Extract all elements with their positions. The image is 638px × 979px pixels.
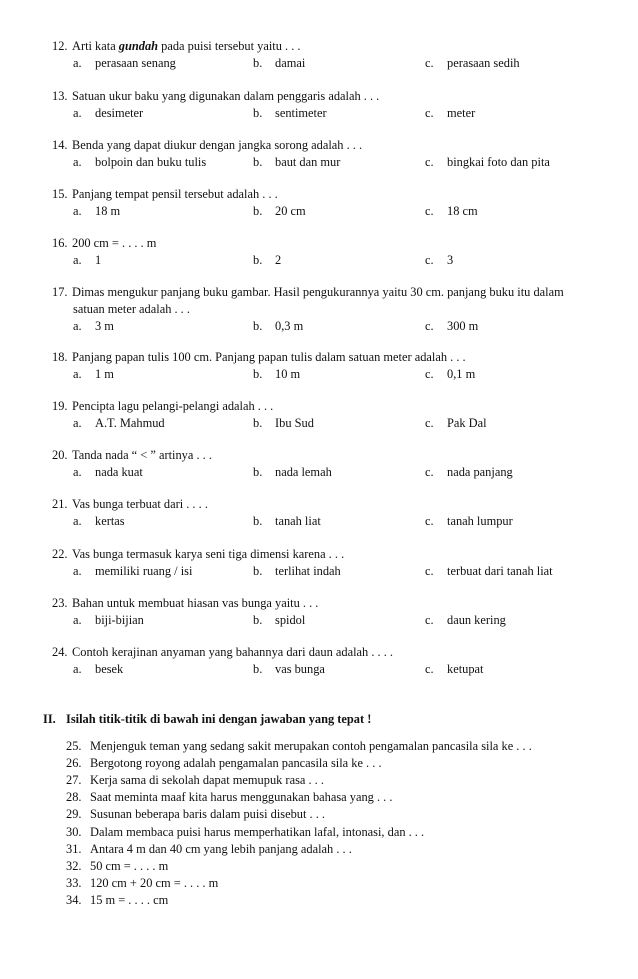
item-text: Saat meminta maaf kita harus menggunakan bahasa yang . . . bbox=[90, 790, 393, 805]
option-b bbox=[253, 203, 306, 220]
option-letter: a. bbox=[73, 613, 82, 627]
item-text: 50 cm = . . . . m bbox=[90, 858, 169, 873]
question-text: Panjang papan tulis 100 cm. Panjang papan tulis dalam satuan meter adalah . . . bbox=[72, 350, 466, 364]
option-letter: c. bbox=[425, 319, 434, 333]
question-text-end: pada puisi tersebut yaitu . . . bbox=[158, 39, 301, 53]
question bbox=[52, 38, 612, 72]
question-text: Vas bunga terbuat dari . . . . bbox=[72, 497, 208, 511]
question bbox=[52, 186, 612, 220]
option-letter: a. bbox=[73, 56, 82, 70]
fill-in-item bbox=[66, 824, 424, 841]
answer-options bbox=[52, 415, 612, 432]
fill-in-item bbox=[66, 841, 352, 858]
question-text-continued: satuan meter adalah . . . bbox=[73, 302, 190, 316]
option-c bbox=[425, 464, 513, 481]
option-letter: c. bbox=[425, 564, 434, 578]
fill-in-item bbox=[66, 858, 168, 875]
answer-options bbox=[52, 203, 612, 220]
question-number: 16. bbox=[52, 236, 68, 250]
option-letter: a. bbox=[73, 416, 82, 430]
option-text: vas bunga bbox=[275, 662, 325, 676]
answer-options bbox=[52, 563, 612, 580]
question-text: 200 cm = . . . . m bbox=[72, 236, 157, 250]
option-letter: c. bbox=[425, 56, 434, 70]
answer-options bbox=[52, 661, 612, 678]
option-letter: c. bbox=[425, 155, 434, 169]
option-a bbox=[73, 318, 114, 335]
option-text: 1 bbox=[95, 253, 102, 267]
question bbox=[52, 284, 612, 335]
option-letter: c. bbox=[425, 204, 434, 218]
option-letter: b. bbox=[253, 465, 263, 479]
question bbox=[52, 398, 612, 432]
option-letter: b. bbox=[253, 613, 263, 627]
question-number: 13. bbox=[52, 89, 68, 103]
option-text: Pak Dal bbox=[447, 416, 487, 430]
answer-options bbox=[52, 55, 612, 72]
item-number: 30. bbox=[66, 824, 82, 839]
option-b bbox=[253, 252, 281, 269]
item-number: 25. bbox=[66, 739, 82, 753]
question bbox=[52, 137, 612, 171]
option-b bbox=[253, 513, 321, 530]
question bbox=[52, 644, 612, 678]
option-text: A.T. Mahmud bbox=[95, 416, 165, 430]
question-stem bbox=[52, 186, 612, 203]
option-c bbox=[425, 513, 513, 530]
option-text: terlihat indah bbox=[275, 564, 341, 578]
item-number: 29. bbox=[66, 807, 82, 822]
option-b bbox=[253, 154, 340, 171]
fill-in-item bbox=[66, 892, 168, 909]
section-roman-numeral: II. bbox=[43, 712, 56, 726]
option-letter: b. bbox=[253, 56, 263, 70]
option-letter: a. bbox=[73, 564, 82, 578]
option-c bbox=[425, 55, 520, 72]
question-text: Bahan untuk membuat hiasan vas bunga yaitu . . . bbox=[72, 596, 319, 610]
option-a bbox=[73, 203, 120, 220]
option-letter: b. bbox=[253, 204, 263, 218]
item-number: 31. bbox=[66, 841, 82, 856]
item-number: 28. bbox=[66, 790, 82, 805]
question bbox=[52, 595, 612, 629]
option-c bbox=[425, 415, 487, 432]
option-text: 18 m bbox=[95, 204, 121, 218]
item-text: 15 m = . . . . cm bbox=[90, 892, 169, 907]
option-text: 3 bbox=[447, 253, 454, 267]
option-text: kertas bbox=[95, 514, 125, 528]
question-stem bbox=[52, 398, 612, 415]
option-letter: b. bbox=[253, 367, 263, 381]
question-number: 15. bbox=[52, 187, 68, 201]
option-a bbox=[73, 55, 176, 72]
answer-options bbox=[52, 252, 612, 269]
option-text: nada lemah bbox=[275, 465, 332, 479]
option-c bbox=[425, 661, 483, 678]
option-letter: b. bbox=[253, 253, 263, 267]
option-text: meter bbox=[447, 106, 476, 120]
option-letter: b. bbox=[253, 564, 263, 578]
option-text: terbuat dari tanah liat bbox=[447, 564, 553, 578]
option-text: sentimeter bbox=[275, 106, 327, 120]
fill-in-item bbox=[66, 789, 392, 806]
option-c bbox=[425, 366, 475, 383]
option-letter: a. bbox=[73, 465, 82, 479]
option-letter: b. bbox=[253, 106, 263, 120]
question-number: 21. bbox=[52, 497, 68, 511]
option-b bbox=[253, 661, 325, 678]
answer-options bbox=[52, 513, 612, 530]
option-a bbox=[73, 661, 123, 678]
option-text: bolpoin dan buku tulis bbox=[95, 155, 207, 169]
option-b bbox=[253, 563, 341, 580]
section-ii-heading bbox=[43, 711, 371, 728]
option-letter: c. bbox=[425, 367, 434, 381]
answer-options bbox=[52, 318, 612, 335]
option-text: 3 m bbox=[95, 319, 114, 333]
option-letter: a. bbox=[73, 319, 82, 333]
item-number: 34. bbox=[66, 892, 82, 907]
fill-in-item bbox=[66, 875, 218, 892]
fill-in-item bbox=[66, 806, 325, 823]
question-stem bbox=[52, 137, 612, 154]
option-c bbox=[425, 318, 478, 335]
item-number: 27. bbox=[66, 773, 82, 788]
option-letter: b. bbox=[253, 416, 263, 430]
question-number: 22. bbox=[52, 547, 68, 561]
question-stem bbox=[52, 38, 612, 55]
option-letter: a. bbox=[73, 155, 82, 169]
option-a bbox=[73, 563, 192, 580]
option-letter: a. bbox=[73, 253, 82, 267]
option-b bbox=[253, 464, 332, 481]
question-number: 20. bbox=[52, 448, 68, 462]
option-text: nada panjang bbox=[447, 465, 513, 479]
question bbox=[52, 496, 612, 530]
option-b bbox=[253, 105, 327, 122]
option-text: 0,3 m bbox=[275, 319, 304, 333]
option-b bbox=[253, 415, 314, 432]
item-text: 120 cm + 20 cm = . . . . m bbox=[90, 875, 219, 890]
question-number: 19. bbox=[52, 399, 68, 413]
option-letter: a. bbox=[73, 514, 82, 528]
question-stem bbox=[52, 284, 612, 301]
question-stem bbox=[52, 546, 612, 563]
option-letter: c. bbox=[425, 662, 434, 676]
option-text: besek bbox=[95, 662, 124, 676]
option-c bbox=[425, 105, 475, 122]
option-a bbox=[73, 612, 144, 629]
question-text: Benda yang dapat diukur dengan jangka sorong adalah . . . bbox=[72, 138, 363, 152]
option-c bbox=[425, 563, 553, 580]
option-letter: a. bbox=[73, 204, 82, 218]
section-title: Isilah titik-titik di bawah ini dengan jawaban yang tepat ! bbox=[66, 712, 372, 726]
option-text: 0,1 m bbox=[447, 367, 476, 381]
item-text: Dalam membaca puisi harus memperhatikan lafal, intonasi, dan . . . bbox=[90, 824, 425, 839]
option-letter: a. bbox=[73, 662, 82, 676]
question-number: 24. bbox=[52, 645, 68, 659]
option-text: Ibu Sud bbox=[275, 416, 314, 430]
question-text: Arti kata bbox=[72, 39, 119, 53]
question-text: Pencipta lagu pelangi-pelangi adalah . . . bbox=[72, 399, 274, 413]
fill-in-item bbox=[66, 772, 324, 789]
item-text: Menjenguk teman yang sedang sakit merupakan contoh pengamalan pancasila sila ke . . . bbox=[90, 739, 532, 753]
option-letter: c. bbox=[425, 106, 434, 120]
question-text: Tanda nada “ < ” artinya . . . bbox=[72, 448, 212, 462]
question-stem bbox=[52, 88, 612, 105]
option-letter: c. bbox=[425, 613, 434, 627]
answer-options bbox=[52, 105, 612, 122]
option-text: 1 m bbox=[95, 367, 114, 381]
item-text: Kerja sama di sekolah dapat memupuk rasa . . . bbox=[90, 773, 324, 788]
option-text: nada kuat bbox=[95, 465, 143, 479]
question-number: 23. bbox=[52, 596, 68, 610]
option-text: perasaan sedih bbox=[447, 56, 520, 70]
option-letter: c. bbox=[425, 253, 434, 267]
option-text: 10 m bbox=[275, 367, 301, 381]
item-text: Susunan beberapa baris dalam puisi disebut . . . bbox=[90, 807, 326, 822]
answer-options bbox=[52, 154, 612, 171]
item-number: 33. bbox=[66, 875, 82, 890]
option-text: 300 m bbox=[447, 319, 479, 333]
question-text: Dimas mengukur panjang buku gambar. Hasil pengukurannya yaitu 30 cm. panjang buku itu dalam bbox=[72, 285, 564, 299]
option-letter: c. bbox=[425, 514, 434, 528]
item-number: 32. bbox=[66, 858, 82, 873]
question-text: Satuan ukur baku yang digunakan dalam penggaris adalah . . . bbox=[72, 89, 380, 103]
answer-options bbox=[52, 366, 612, 383]
option-letter: a. bbox=[73, 367, 82, 381]
answer-options bbox=[52, 464, 612, 481]
option-text: bingkai foto dan pita bbox=[447, 155, 550, 169]
option-b bbox=[253, 612, 305, 629]
item-number: 26. bbox=[66, 756, 82, 771]
option-a bbox=[73, 154, 206, 171]
option-text: 18 cm bbox=[447, 204, 478, 218]
option-letter: b. bbox=[253, 155, 263, 169]
option-text: daun kering bbox=[447, 613, 506, 627]
answer-options bbox=[52, 612, 612, 629]
option-letter: b. bbox=[253, 662, 263, 676]
option-a bbox=[73, 464, 143, 481]
question-number: 17. bbox=[52, 285, 68, 299]
question bbox=[52, 447, 612, 481]
fill-in-item bbox=[66, 738, 532, 755]
option-a bbox=[73, 366, 114, 383]
option-b bbox=[253, 366, 300, 383]
option-text: 20 cm bbox=[275, 204, 306, 218]
option-text: tanah liat bbox=[275, 514, 321, 528]
option-text: memiliki ruang / isi bbox=[95, 564, 193, 578]
option-c bbox=[425, 612, 506, 629]
option-b bbox=[253, 55, 305, 72]
question-text: Contoh kerajinan anyaman yang bahannya dari daun adalah . . . . bbox=[72, 645, 394, 659]
option-b bbox=[253, 318, 303, 335]
option-letter: b. bbox=[253, 319, 263, 333]
question-emphasis: gundah bbox=[118, 39, 159, 53]
option-a bbox=[73, 252, 101, 269]
question-stem bbox=[52, 496, 612, 513]
option-a bbox=[73, 105, 143, 122]
option-letter: a. bbox=[73, 106, 82, 120]
option-text: baut dan mur bbox=[275, 155, 341, 169]
question bbox=[52, 235, 612, 269]
item-text: Bergotong royong adalah pengamalan pancasila sila ke . . . bbox=[90, 756, 382, 771]
question-stem bbox=[52, 644, 612, 661]
question-stem bbox=[52, 447, 612, 464]
fill-in-item bbox=[66, 755, 382, 772]
question-number: 18. bbox=[52, 350, 68, 364]
option-text: 2 bbox=[275, 253, 282, 267]
question-number: 12. bbox=[52, 39, 68, 53]
option-letter: b. bbox=[253, 514, 263, 528]
item-text: Antara 4 m dan 40 cm yang lebih panjang adalah . . . bbox=[90, 841, 352, 856]
option-text: perasaan senang bbox=[95, 56, 176, 70]
option-letter: c. bbox=[425, 465, 434, 479]
option-text: biji-bijian bbox=[95, 613, 144, 627]
option-a bbox=[73, 415, 165, 432]
question-stem bbox=[52, 235, 612, 252]
question bbox=[52, 349, 612, 383]
option-text: ketupat bbox=[447, 662, 484, 676]
question-stem bbox=[52, 595, 612, 612]
option-c bbox=[425, 154, 550, 171]
option-text: spidol bbox=[275, 613, 306, 627]
option-a bbox=[73, 513, 125, 530]
question-text: Vas bunga termasuk karya seni tiga dimensi karena . . . bbox=[72, 547, 345, 561]
question-number: 14. bbox=[52, 138, 68, 152]
option-text: damai bbox=[275, 56, 306, 70]
question bbox=[52, 88, 612, 122]
option-c bbox=[425, 203, 478, 220]
question bbox=[52, 546, 612, 580]
option-text: desimeter bbox=[95, 106, 144, 120]
question-text: Panjang tempat pensil tersebut adalah . . . bbox=[72, 187, 278, 201]
question-stem bbox=[52, 349, 612, 366]
option-letter: c. bbox=[425, 416, 434, 430]
option-text: tanah lumpur bbox=[447, 514, 513, 528]
option-c bbox=[425, 252, 453, 269]
